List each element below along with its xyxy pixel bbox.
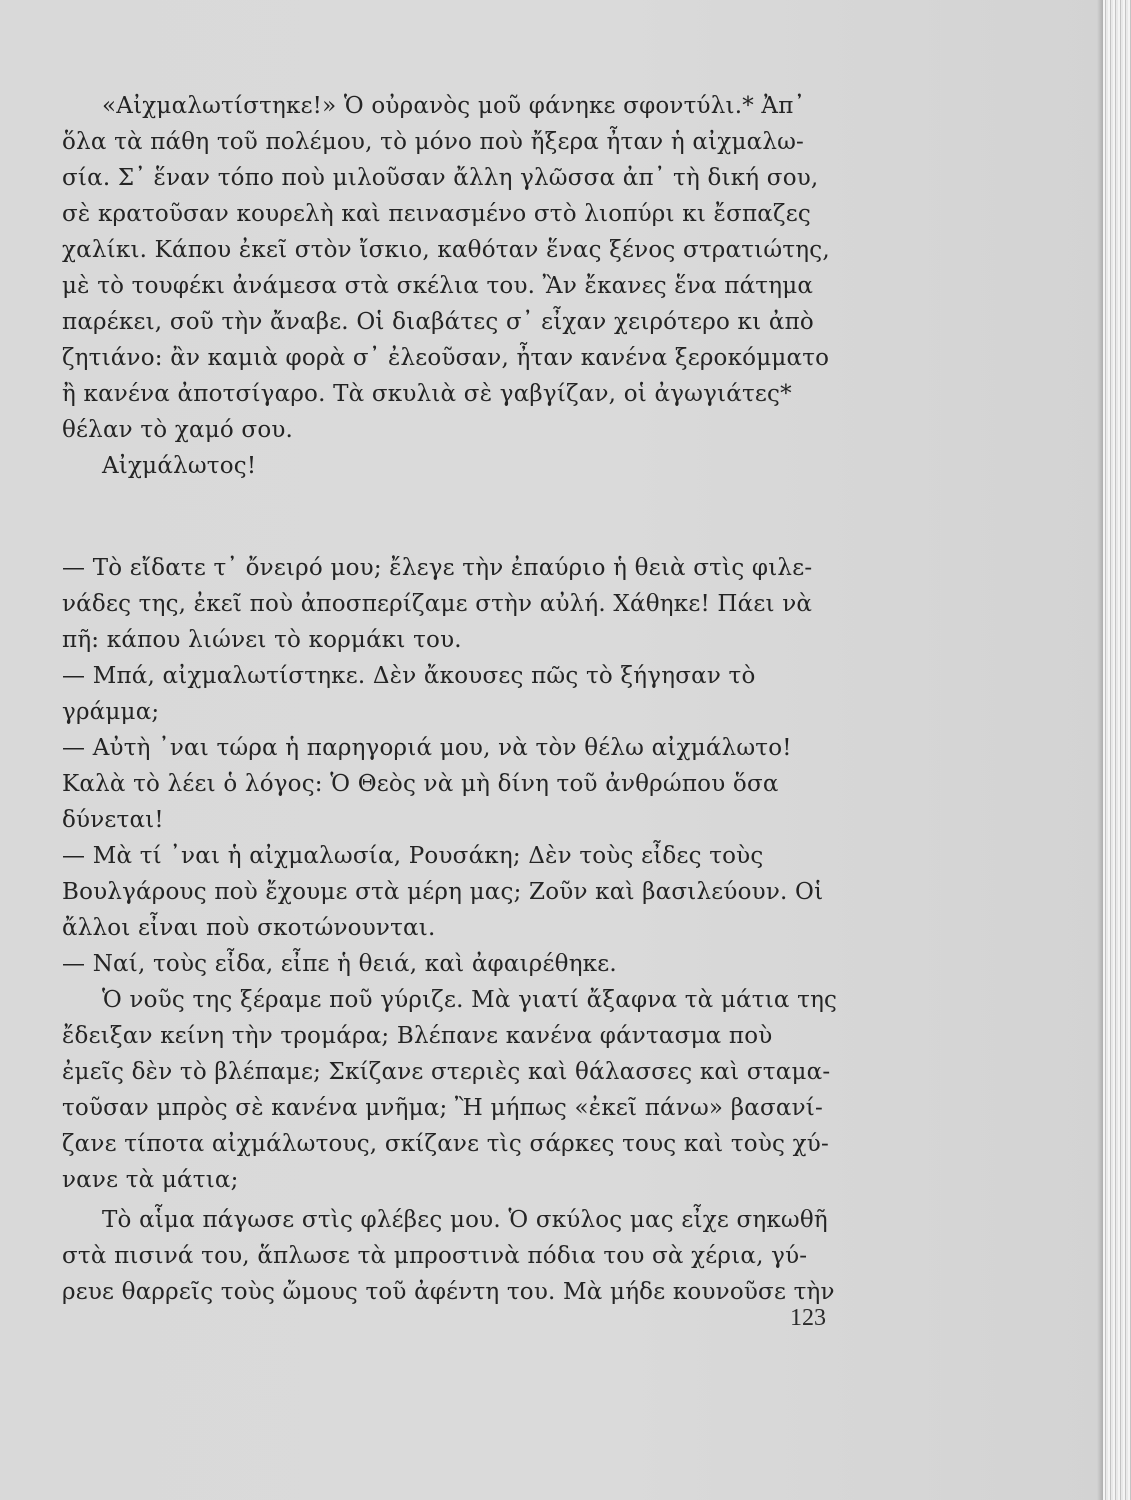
text-line: ρευε θαρρεῖς τοὺς ὤμους τοῦ ἀφέντη του. Μὰ μήδε κουνοῦσε τὴν: [62, 1279, 835, 1305]
text-line: Βουλγάρους ποὺ ἔχουμε στὰ μέρη μας; Ζοῦν καὶ βασιλεύουν. Οἱ: [62, 879, 824, 905]
text-line: νάδες της, ἐκεῖ ποὺ ἀποσπερίζαμε στὴν αὐλή. Χάθηκε! Πάει νὰ: [62, 591, 813, 617]
text-line: γράμμα;: [62, 699, 160, 725]
text-line: τοῦσαν μπρὸς σὲ κανένα μνῆμα; Ἢ μήπως «ἐκεῖ πάνω» βασανί-: [62, 1095, 823, 1121]
text-line: Ὁ νοῦς της ξέραμε ποῦ γύριζε. Μὰ γιατί ἄξαφνα τὰ μάτια της: [102, 987, 838, 1013]
text-line: παρέκει, σοῦ τὴν ἄναβε. Οἱ διαβάτες σ᾿ εἶχαν χειρότερο κι ἀπὸ: [62, 309, 814, 335]
text-line: σία. Σ᾿ ἕναν τόπο ποὺ μιλοῦσαν ἄλλη γλῶσσα ἀπ᾿ τὴ δική σου,: [62, 165, 819, 191]
text-line: Καλὰ τὸ λέει ὁ λόγος: Ὁ Θεὸς νὰ μὴ δίνη τοῦ ἀνθρώπου ὅσα: [62, 771, 779, 797]
text-line: νανε τὰ μάτια;: [62, 1167, 239, 1193]
text-line: — Τὸ εἴδατε τ᾿ ὄνειρό μου; ἔλεγε τὴν ἐπαύριο ἡ θειὰ στὶς φιλε-: [62, 555, 813, 581]
text-line: — Ναί, τοὺς εἶδα, εἶπε ἡ θειά, καὶ ἀφαιρέθηκε.: [62, 951, 617, 977]
text-line: ἐμεῖς δὲν τὸ βλέπαμε; Σκίζανε στεριὲς καὶ θάλασσες καὶ σταμα-: [62, 1059, 831, 1085]
text-line: — Αὐτὴ ᾿ναι τώρα ἡ παρηγοριά μου, νὰ τὸν θέλω αἰχμάλωτο!: [62, 735, 792, 761]
text-line: στὰ πισινά του, ἅπλωσε τὰ μπροστινὰ πόδια του σὰ χέρια, γύ-: [62, 1243, 808, 1269]
text-line: ἢ κανένα ἀποτσίγαρο. Τὰ σκυλιὰ σὲ γαβγίζαν, οἱ ἀγωγιάτες*: [62, 381, 792, 407]
text-line: δύνεται!: [62, 807, 164, 833]
text-line: «Αἰχμαλωτίστηκε!» Ὁ οὐρανὸς μοῦ φάνηκε σφοντύλι.* Ἀπ᾿: [102, 93, 806, 119]
text-line: θέλαν τὸ χαμό σου.: [62, 417, 294, 443]
page-stack-edge: [1103, 0, 1131, 1500]
page-number: 123: [790, 1305, 826, 1331]
text-line: σὲ κρατοῦσαν κουρελὴ καὶ πεινασμένο στὸ λιοπύρι κι ἔσπαζες: [62, 201, 811, 227]
text-line: Αἰχμάλωτος!: [102, 453, 257, 479]
text-line: ἄλλοι εἶναι ποὺ σκοτώνουνται.: [62, 915, 436, 941]
text-line: ζητιάνο: ἂν καμιὰ φορὰ σ᾿ ἐλεοῦσαν, ἦταν κανένα ξεροκόμματο: [62, 345, 830, 371]
text-line: — Μὰ τί ᾿ναι ἡ αἰχμαλωσία, Ρουσάκη; Δὲν τοὺς εἶδες τοὺς: [62, 843, 764, 869]
text-line: μὲ τὸ τουφέκι ἀνάμεσα στὰ σκέλια του. Ἂν ἔκανες ἕνα πάτημα: [62, 273, 814, 299]
text-line: ζανε τίποτα αἰχμάλωτους, σκίζανε τὶς σάρκες τους καὶ τοὺς χύ-: [62, 1131, 829, 1157]
text-line: πῆ: κάπου λιώνει τὸ κορμάκι του.: [62, 627, 462, 653]
text-line: χαλίκι. Κάπου ἐκεῖ στὸν ἴσκιο, καθόταν ἕνας ξένος στρατιώτης,: [62, 237, 830, 263]
text-line: ὅλα τὰ πάθη τοῦ πολέμου, τὸ μόνο ποὺ ἤξερα ἦταν ἡ αἰχμαλω-: [62, 129, 805, 155]
text-line: — Μπά, αἰχμαλωτίστηκε. Δὲν ἄκουσες πῶς τὸ ξήγησαν τὸ: [62, 663, 756, 689]
text-line: ἔδειξαν κείνη τὴν τρομάρα; Βλέπανε κανένα φάντασμα ποὺ: [62, 1023, 773, 1049]
text-line: Τὸ αἷμα πάγωσε στὶς φλέβες μου. Ὁ σκύλος μας εἶχε σηκωθῆ: [102, 1207, 828, 1233]
